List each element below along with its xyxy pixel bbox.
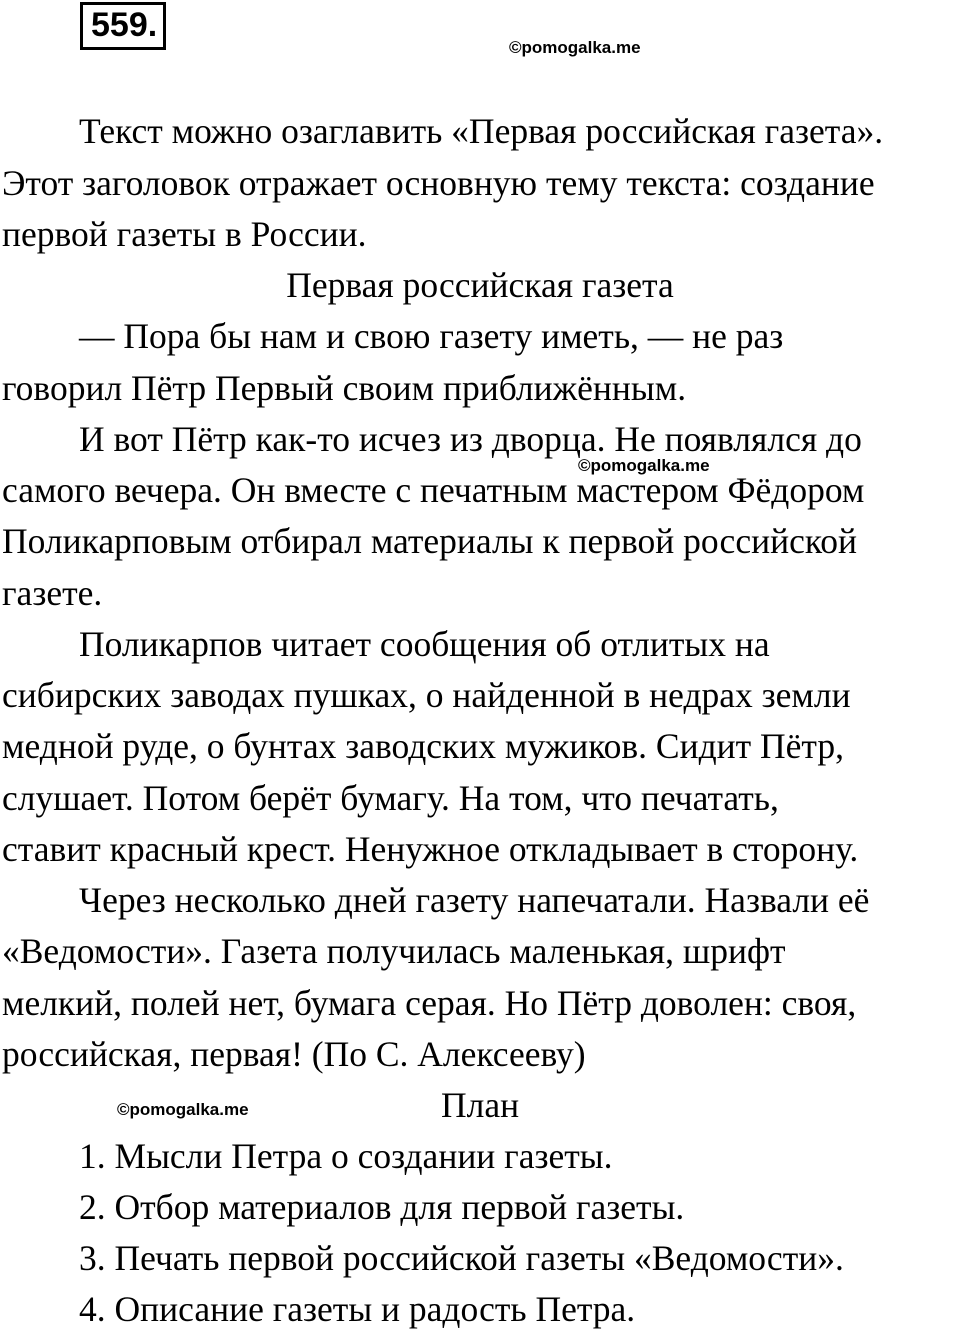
story-line: Через несколько дней газету напечатали. Назвали её xyxy=(79,880,870,920)
story-line: мелкий, полей нет, бумага серая. Но Пётр доволен: своя, xyxy=(2,983,857,1023)
story-line: — Пора бы нам и свою газету иметь, — не раз xyxy=(79,316,784,356)
watermark: ©pomogalka.me xyxy=(117,1100,249,1119)
story-line: медной руде, о бунтах заводских мужиков. Сидит Пётр, xyxy=(2,726,844,766)
story-line: газете. xyxy=(2,573,103,613)
story-line: самого вечера. Он вместе с печатным мастером Фёдором xyxy=(2,470,865,510)
story-line: «Ведомости». Газета получилась маленькая, шрифт xyxy=(2,931,786,971)
story-title: Первая российская газета xyxy=(286,265,674,305)
story-line: Поликарпов читает сообщения об отлитых на xyxy=(79,624,770,664)
intro-line: Этот заголовок отражает основную тему текста: создание xyxy=(2,163,875,203)
story-line: ставит красный крест. Ненужное откладывает в сторону. xyxy=(2,829,859,869)
watermark: ©pomogalka.me xyxy=(509,38,641,57)
intro-line: первой газеты в России. xyxy=(2,214,367,254)
watermark: ©pomogalka.me xyxy=(578,456,710,475)
story-line: слушает. Потом берёт бумагу. На том, что печатать, xyxy=(2,778,779,818)
story-line: говорил Пётр Первый своим приближённым. xyxy=(2,368,687,408)
plan-item: 2. Отбор материалов для первой газеты. xyxy=(79,1187,685,1227)
story-line: И вот Пётр как-то исчез из дворца. Не появлялся до xyxy=(79,419,862,459)
story-line: Поликарповым отбирал материалы к первой российской xyxy=(2,521,858,561)
story-line: российская, первая! (По С. Алексееву) xyxy=(2,1034,586,1074)
plan-item: 3. Печать первой российской газеты «Ведомости». xyxy=(79,1238,844,1278)
intro-line: Текст можно озаглавить «Первая российская газета». xyxy=(79,111,884,151)
story-line: сибирских заводах пушках, о найденной в недрах земли xyxy=(2,675,851,715)
exercise-number: 559. xyxy=(80,2,166,50)
plan-item: 1. Мысли Петра о создании газеты. xyxy=(79,1136,613,1176)
plan-item: 4. Описание газеты и радость Петра. xyxy=(79,1289,636,1329)
plan-title: План xyxy=(441,1085,520,1125)
